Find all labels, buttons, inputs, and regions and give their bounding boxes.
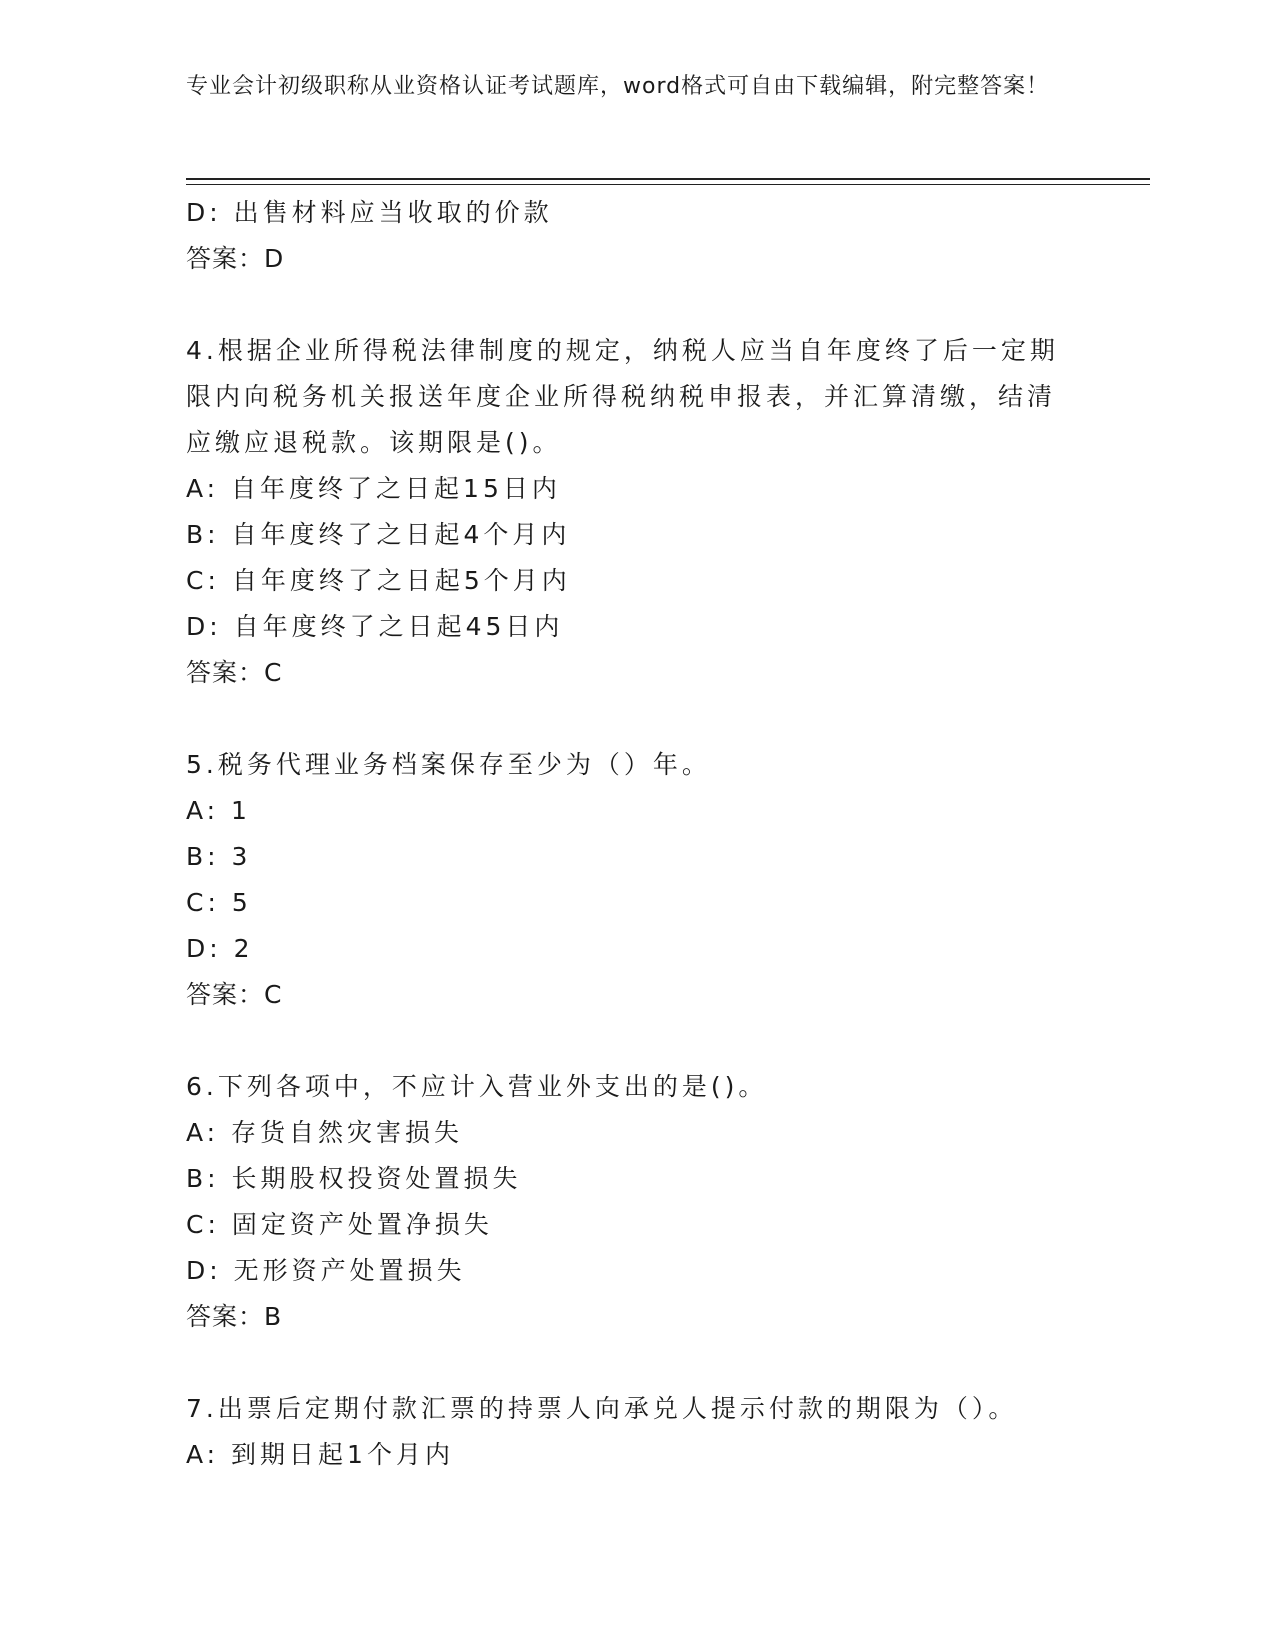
option-a: A: 自年度终了之日起15日内 [186, 474, 561, 503]
spacer [186, 282, 1086, 328]
question-stem: 7.出票后定期付款汇票的持票人向承兑人提示付款的期限为（）。 [186, 1394, 1018, 1423]
question-list [186, 190, 1086, 1478]
option-d: D: 2 [186, 934, 254, 963]
option-a: A: 存货自然灾害损失 [186, 1118, 464, 1147]
answer-line: 答案：C [186, 980, 283, 1009]
question-stem: 6.下列各项中，不应计入营业外支出的是()。 [186, 1072, 768, 1101]
spacer [186, 1340, 1086, 1386]
answer-line: 答案：C [186, 658, 283, 687]
option-a: A: 到期日起1个月内 [186, 1440, 454, 1469]
option-c: C: 固定资产处置净损失 [186, 1210, 493, 1239]
spacer [186, 1018, 1086, 1064]
question-block [186, 328, 1086, 696]
question-stem: 5.税务代理业务档案保存至少为（）年。 [186, 750, 711, 779]
option-b: B: 3 [186, 842, 252, 871]
option-a: A: 1 [186, 796, 251, 825]
option-d: D: 无形资产处置损失 [186, 1256, 466, 1285]
question-block [186, 1386, 1086, 1478]
option-d: D: 自年度终了之日起45日内 [186, 612, 564, 641]
spacer [186, 696, 1086, 742]
question-block [186, 742, 1086, 1018]
answer-line: 答案：B [186, 1302, 283, 1331]
option-b: B: 自年度终了之日起4个月内 [186, 520, 571, 549]
question-stem: 4.根据企业所得税法律制度的规定，纳税人应当自年度终了后一定期限内向税务机关报送年度企业所得税纳税申报表，并汇算清缴，结清应缴应退税款。该期限是()。 [186, 336, 1059, 457]
answer-line: 答案：D [186, 244, 285, 273]
header-note: 专业会计初级职称从业资格认证考试题库，word格式可自由下载编辑，附完整答案！ [186, 74, 1050, 99]
question-block [186, 1064, 1086, 1340]
option-d: D: 出售材料应当收取的价款 [186, 198, 553, 227]
header-divider-thick [186, 178, 1150, 180]
option-b: B: 长期股权投资处置损失 [186, 1164, 522, 1193]
option-c: C: 自年度终了之日起5个月内 [186, 566, 571, 595]
header-divider-thin [186, 184, 1150, 185]
option-c: C: 5 [186, 888, 252, 917]
